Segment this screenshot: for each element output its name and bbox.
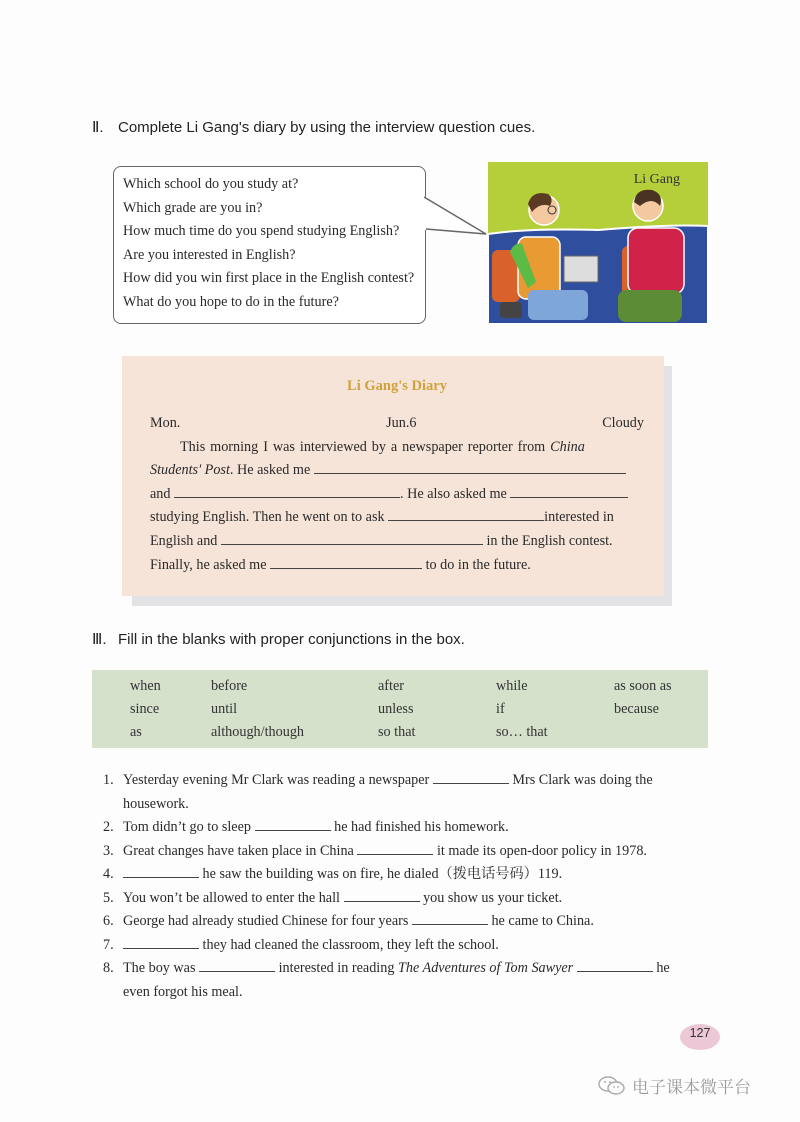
diary-text: in the English contest. [486, 532, 613, 549]
diary-line [150, 530, 644, 554]
section-3-instruction: Fill in the blanks with proper conjunctions in the box. [118, 631, 465, 648]
conjunction-word: while [496, 678, 528, 694]
exercise-blank[interactable] [433, 770, 509, 784]
diary-date: Jun.6 [386, 415, 417, 431]
exercise-text: The boy was [123, 960, 196, 976]
speech-bubble-tail-icon [424, 196, 490, 240]
diary-line [150, 483, 644, 507]
conjunction-word: because [614, 701, 659, 717]
exercise-text: he [656, 960, 670, 976]
conjunction-word-box [92, 670, 708, 748]
question-cue: Which grade are you in? [123, 199, 263, 216]
exercise-blank[interactable] [199, 958, 275, 972]
diary-blank-6[interactable] [270, 555, 422, 569]
diary-line [150, 506, 644, 530]
exercise-blank[interactable] [123, 864, 199, 878]
diary-text: interested in [544, 509, 614, 526]
question-cue: Are you interested in English? [123, 246, 296, 263]
exercise-text: Yesterday evening Mr Clark was reading a newspaper [123, 772, 430, 788]
diary-weather: Cloudy [602, 415, 644, 431]
interview-illustration [488, 162, 708, 324]
exercise-item-7 [103, 934, 499, 958]
exercise-number: 2. [103, 819, 114, 835]
section-3-number: Ⅲ. [92, 631, 107, 648]
diary-text: English and [150, 532, 218, 549]
exercise-blank[interactable] [357, 841, 433, 855]
diary-day: Mon. [150, 415, 181, 431]
book-title: The Adventures of Tom Sawyer [397, 960, 574, 976]
diary-blank-2[interactable] [174, 484, 400, 498]
exercise-number: 7. [103, 937, 114, 953]
conjunction-word: so that [378, 724, 416, 740]
exercise-text: housework. [123, 795, 189, 812]
diary-italic-text: Students' Post [150, 462, 230, 479]
exercise-text: George had already studied Chinese for four years [123, 913, 409, 929]
exercise-text: Mrs Clark was doing the [512, 772, 653, 788]
exercise-item-8 [103, 957, 670, 1004]
conjunction-word: so… that [496, 724, 548, 740]
exercise-number: 8. [103, 960, 114, 976]
diary-text: to do in the future. [425, 556, 531, 573]
question-cue: How much time do you spend studying English? [123, 223, 400, 240]
exercise-text: you show us your ticket. [423, 890, 563, 906]
conjunction-word: since [130, 701, 160, 717]
conjunction-word: after [378, 678, 404, 694]
section-3-heading [92, 630, 465, 648]
illustration-caption: Li Gang [633, 172, 680, 187]
exercise-item-4 [103, 863, 562, 887]
exercise-text: he had finished his homework. [334, 819, 509, 835]
exercise-text: it made its open-door policy in 1978. [436, 843, 647, 859]
exercise-item-1 [103, 769, 653, 816]
diary-blank-5[interactable] [221, 531, 483, 545]
exercise-number: 6. [103, 913, 114, 929]
diary-text: . He also asked me [400, 485, 507, 502]
diary-blank-3[interactable] [510, 484, 628, 498]
exercise-number: 4. [103, 866, 114, 882]
conjunction-word: until [211, 701, 238, 717]
diary-text: studying English. Then he went on to ask [150, 509, 385, 526]
conjunction-word: as soon as [614, 678, 672, 694]
exercise-text: Tom didn’t go to sleep [123, 819, 251, 835]
exercise-number: 5. [103, 890, 114, 906]
exercise-text: he saw the building was on fire, he dialed（拨电话号码）119. [202, 866, 563, 882]
exercise-blank[interactable] [123, 935, 199, 949]
conjunction-word: before [211, 678, 248, 694]
exercise-text: interested in reading [278, 960, 398, 976]
diary-card [122, 356, 664, 596]
question-cue: What do you hope to do in the future? [123, 293, 339, 310]
diary-text: and [150, 485, 171, 502]
diary-text: This morning I was interviewed by a newspaper reporter from [180, 438, 551, 455]
diary-line [150, 459, 644, 483]
exercise-blank[interactable] [412, 911, 488, 925]
page-number-badge [680, 1024, 720, 1050]
diary-blank-1[interactable] [314, 460, 626, 474]
section-2-number: Ⅱ. [92, 119, 104, 136]
question-cue: How did you win first place in the English contest? [123, 270, 415, 287]
exercise-text: You won’t be allowed to enter the hall [123, 890, 340, 906]
exercise-text: he came to China. [491, 913, 594, 929]
conjunction-word: unless [378, 701, 414, 717]
conjunction-word: although/though [211, 724, 305, 740]
exercise-blank[interactable] [255, 817, 331, 831]
exercise-number: 3. [103, 843, 114, 859]
exercise-text: even forgot his meal. [123, 983, 243, 1000]
watermark-text: 电子课本微平台 [632, 1078, 751, 1098]
conjunction-word: as [130, 724, 142, 740]
exercise-item-5 [103, 887, 562, 911]
exercise-blank[interactable] [344, 888, 420, 902]
exercise-item-2 [103, 816, 509, 840]
conjunction-word: if [496, 701, 505, 717]
exercise-item-3 [103, 840, 647, 864]
question-cues-bubble [113, 166, 426, 324]
question-cue: Which school do you study at? [123, 176, 299, 192]
exercise-item-6 [103, 910, 594, 934]
diary-header [150, 412, 644, 436]
diary-title: Li Gang's Diary [347, 378, 447, 394]
exercise-text: Great changes have taken place in China [123, 843, 354, 859]
exercise-text: they had cleaned the classroom, they left the school. [202, 937, 499, 953]
exercise-blank[interactable] [577, 958, 653, 972]
section-2-heading [92, 118, 535, 136]
page-number: 127 [689, 1026, 711, 1040]
diary-text: Finally, he asked me [150, 556, 267, 573]
diary-line [150, 436, 644, 460]
diary-line [150, 554, 644, 578]
diary-italic-text: China [550, 438, 585, 455]
diary-text: . He asked me [229, 462, 311, 479]
wechat-icon [598, 1075, 626, 1097]
watermark [598, 1073, 751, 1098]
conjunction-word: when [130, 678, 161, 694]
exercise-number: 1. [103, 772, 114, 788]
section-2-instruction: Complete Li Gang's diary by using the interview question cues. [118, 119, 536, 136]
diary-blank-4[interactable] [388, 507, 544, 521]
